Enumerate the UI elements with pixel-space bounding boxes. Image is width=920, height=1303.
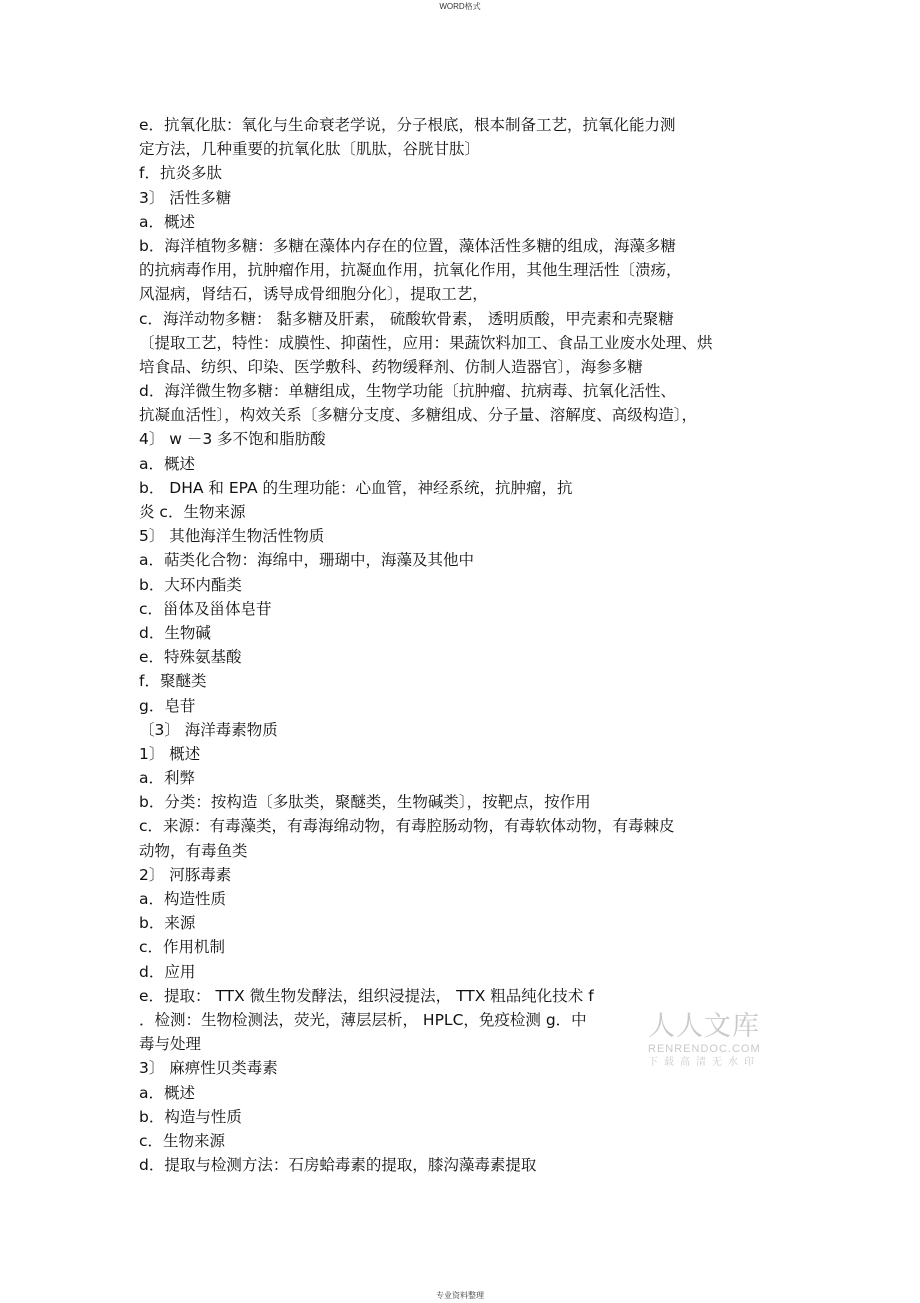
text-line: 1〕 概述 [139, 744, 201, 763]
text-line: b．构造与性质 [139, 1107, 242, 1126]
watermark-subtitle: 下载高清无水印 [648, 1057, 760, 1068]
text-line: 的抗病毒作用，抗肿瘤作用，抗凝血作用，抗氧化作用，其他生理活性〔溃疡， [139, 261, 682, 280]
text-line: 动物，有毒鱼类 [139, 841, 248, 860]
text-line: a．萜类化合物：海绵中，珊瑚中，海藻及其他中 [139, 551, 474, 570]
text-line: e．提取： TTX 微生物发酵法，组织浸提法， TTX 粗品纯化技术 f [139, 986, 594, 1005]
text-line: f．抗炎多肽 [139, 164, 222, 183]
page-header: WORD格式 [439, 2, 481, 11]
text-line: c．生物来源 [139, 1131, 226, 1150]
text-line: ．检测：生物检测法，荧光，薄层层析， HPLC，免疫检测 g．中 [139, 1010, 587, 1029]
text-line: a．利弊 [139, 769, 195, 788]
text-line: b．海洋植物多糖：多糖在藻体内存在的位置，藻体活性多糖的组成，海藻多糖 [139, 236, 676, 255]
text-line: 〔提取工艺，特性：成膜性、抑菌性，应用：果蔬饮料加工、食品工业废水处理、烘 [139, 333, 713, 352]
watermark-url: RENRENDOC.COM [648, 1043, 761, 1055]
text-line: b．分类：按构造〔多肽类，聚醚类，生物碱类〕，按靶点，按作用 [139, 793, 591, 812]
text-line: c．作用机制 [139, 938, 226, 957]
text-line: d．提取与检测方法：石房蛤毒素的提取，膝沟藻毒素提取 [139, 1156, 537, 1175]
text-line: 定方法，几种重要的抗氧化肽〔肌肽，谷胱甘肽〕 [139, 140, 481, 159]
text-line: e．特殊氨基酸 [139, 648, 242, 667]
text-line: c．甾体及甾体皂苷 [139, 599, 272, 618]
text-line: 炎 c．生物来源 [139, 503, 246, 521]
text-line: b．来源 [139, 914, 196, 933]
watermark-title: 人人文库 [648, 1011, 760, 1042]
text-line: 培食品、纺织、印染、医学敷科、药物缓释剂、仿制人造器官〕，海参多糖 [139, 357, 643, 376]
text-line: c．来源：有毒藻类，有毒海绵动物，有毒腔肠动物，有毒软体动物，有毒棘皮 [139, 817, 675, 836]
text-line: 2〕 河豚毒素 [139, 865, 232, 884]
text-line: 抗凝血活性〕，构效关系〔多糖分支度、多糖组成、分子量、溶解度、高级构造〕， [139, 406, 698, 425]
text-line: g．皂苷 [139, 696, 196, 715]
text-line: 5〕 其他海洋生物活性物质 [139, 527, 325, 546]
page-footer: 专业资料整理 [436, 1291, 484, 1300]
text-line: 〔3〕 海洋毒素物质 [139, 720, 278, 739]
text-line: d．生物碱 [139, 623, 211, 642]
text-line: 风湿病，肾结石，诱导成骨细胞分化〕，提取工艺， [139, 285, 488, 304]
text-line: b．大环内酯类 [139, 575, 242, 594]
text-line: a．概述 [139, 1083, 195, 1102]
text-line: f．聚醚类 [139, 672, 207, 691]
text-line: a．概述 [139, 212, 195, 231]
text-line: c．海洋动物多糖： 黏多糖及肝素， 硫酸软骨素， 透明质酸，甲壳素和壳聚糖 [139, 309, 674, 328]
text-line: e．抗氧化肽：氧化与生命衰老学说，分子根底，根本制备工艺，抗氧化能力测 [139, 116, 676, 134]
text-line: d．应用 [139, 962, 196, 981]
text-line: 3〕 麻痹性贝类毒素 [139, 1059, 278, 1078]
watermark-logo [648, 1012, 776, 1070]
text-line: a．概述 [139, 454, 195, 473]
text-line: b． DHA 和 EPA 的生理功能：心血管，神经系统，抗肿瘤，抗 [139, 478, 573, 497]
text-line: 3〕 活性多糖 [139, 188, 232, 207]
text-line: d．海洋微生物多糖：单糖组成，生物学功能〔抗肿瘤、抗病毒、抗氧化活性、 [139, 382, 676, 401]
text-line: 毒与处理 [139, 1035, 202, 1054]
text-line: 4〕 w －3 多不饱和脂肪酸 [139, 430, 326, 449]
text-line: a．构造性质 [139, 890, 226, 908]
